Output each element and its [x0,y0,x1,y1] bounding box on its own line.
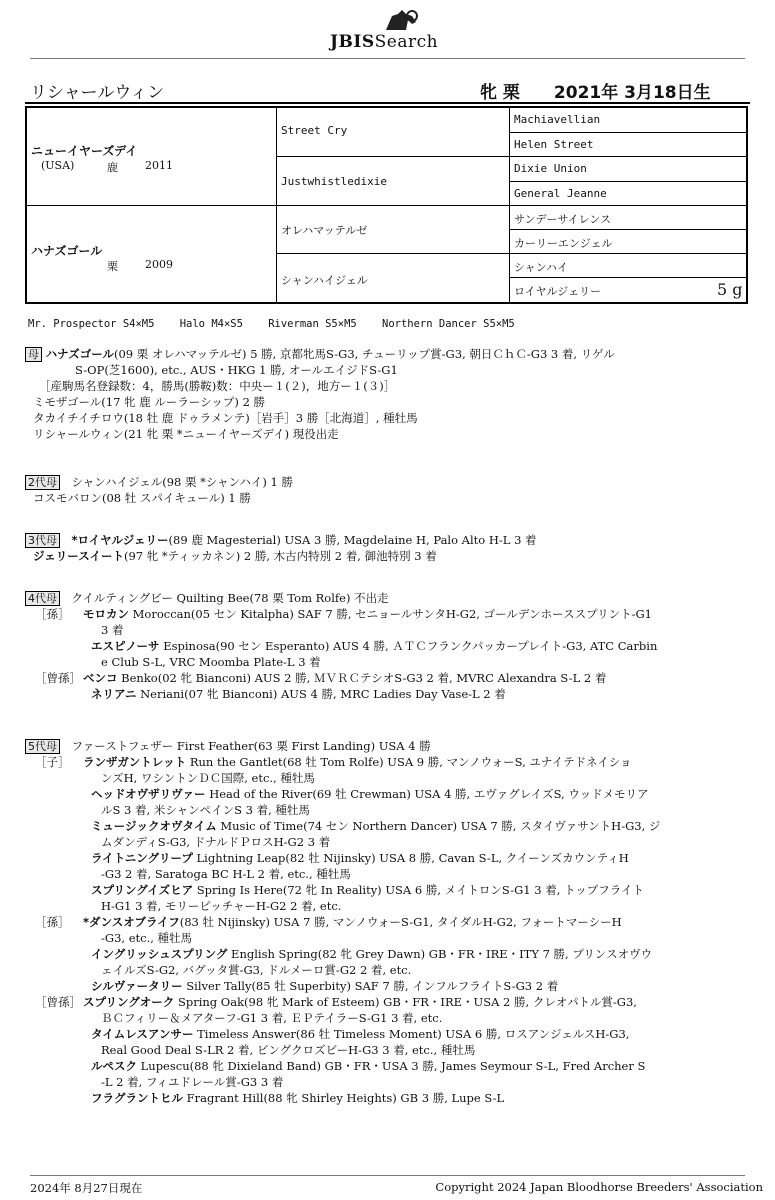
pedigree-table [25,106,748,304]
family-line [25,474,745,490]
family-horse-detail: Fragrant Hill(88 牝 Shirley Heights) GB 3 勝, Lupe S-L [186,1091,505,1105]
family-horse-detail: Run the Gantlet(68 牡 Tom Rolfe) USA 9 勝, マンノウォーS, ユナイテドネイショ [189,755,632,769]
family-horse-detail: (09 栗 オレハマッテルゼ) 5 勝, 京都牝馬S-G3, チューリップ賞-G3, 朝日ＣｈＣ-G3 3 着, リゲル [113,347,615,361]
family-horse-name[interactable]: ルペスク [91,1059,137,1073]
family-line [25,1026,745,1042]
family-horse-name[interactable]: ランザガントレット [83,755,187,769]
family-horse-detail: (89 鹿 Magesterial) USA 3 勝, Magdelaine H, Palo Alto H-L 3 着 [168,533,537,547]
family-horse-name[interactable]: シルヴァータリー [91,979,183,993]
family-horse-detail: Lightning Leap(82 牡 Nijinsky) USA 8 勝, Cavan S-L, クイーンズカウンティH [196,851,629,865]
family-line [25,978,745,994]
pedigree-g3-cell[interactable]: Dixie Union [510,157,746,182]
header-divider [30,58,745,59]
family-horse-name[interactable]: *ロイヤルジェリー [71,533,169,547]
family-line [25,818,745,834]
pedigree-g3-cell[interactable]: Machiavellian [510,108,746,133]
family-line: H-G1 3 着, モリーピッチャーH-G2 2 着, etc. [101,899,342,913]
dam-color: 栗 [107,260,118,273]
family-line [25,754,745,770]
sire-color: 鹿 [107,161,118,174]
family-line: ＢＣフィリー＆メアターフ-G1 3 着, ＥＰテイラーS-G1 3 着, etc. [101,1011,443,1025]
family-line: e Club S-L, VRC Moomba Plate-L 3 着 [101,655,321,669]
family-section-dam [25,346,745,442]
family-line: -L 2 着, フィユドレール賞-G3 3 着 [101,1075,284,1089]
pedigree-g3-cell[interactable]: General Jeanne [510,182,746,206]
family-horse-detail: Silver Tally(85 牡 Superbity) SAF 7 勝, インフルフライトS-G3 2 着 [186,979,559,993]
pedigree-g2-cell[interactable]: オレハマッテルゼ [277,206,510,254]
family-line [25,670,745,686]
family-section-3rd-dam [25,532,745,564]
family-line: -G3 2 着, Saratoga BC H-L 2 着, etc., 種牡馬 [101,867,351,881]
family-line [25,590,745,606]
family-horse-detail: Moroccan(05 セン Kitalpha) SAF 7 勝, セニョールサンタH-G2, ゴールデンホーススプリント-G1 [132,607,652,621]
section-tag: 4代母 [25,591,60,606]
family-horse-name[interactable]: スプリングオーク [83,995,175,1009]
dam-name[interactable]: ハナズゴール [31,244,103,258]
family-horse-name[interactable]: ミュージックオヴタイム [91,819,217,833]
family-horse-name[interactable]: モロカン [83,607,129,621]
horse-meta: 牝 栗 2021年 3月18日生 [480,83,711,103]
pedigree-size: 5 g [717,280,743,299]
family-line [25,914,745,930]
sire-country: (USA) [41,159,75,172]
family-horse-detail: (97 牝 *ティッカネン) 2 勝, 木古内特別 2 着, 御池特別 3 着 [123,549,437,563]
family-line [25,882,745,898]
relation-label: ［孫］ [35,915,70,929]
section-tag: 母 [25,347,42,362]
family-section-2nd-dam [25,474,745,506]
family-horse-name[interactable]: ネリアニ [91,687,137,701]
dam-year: 2009 [145,258,173,271]
pedigree-g3-cell[interactable]: サンデーサイレンス [510,206,746,230]
family-line: ムダンディS-G3, ドナルドＰロスH-G2 3 着 [101,835,331,849]
relation-label: ［孫］ [35,607,70,621]
family-line [25,638,745,654]
family-line [25,738,745,754]
family-horse-detail: Music of Time(74 セン Northern Dancer) USA 7 勝, スタイヴァサントH-G3, ジ [220,819,661,833]
family-line [25,346,745,362]
family-horse-name[interactable]: ヘッドオヴザリヴァー [91,787,206,801]
family-line: S-OP(芝1600), etc., AUS・HKG 1 勝, オールエイジドS-G1 [75,363,398,377]
section-tag: 2代母 [25,475,60,490]
pedigree-g2-cell[interactable]: Street Cry [277,108,510,157]
family-horse-detail: Lupescu(88 牝 Dixieland Band) GB・FR・USA 3 勝, James Seymour S-L, Fred Archer S [140,1059,646,1073]
family-horse-name[interactable]: イングリッシュスプリング [91,947,228,961]
family-horse-name[interactable]: ベンコ [83,671,118,685]
pedigree-g2-cell[interactable]: シャンハイジェル [277,254,510,302]
horse-name: リシャールウィン [30,83,165,103]
family-line: リシャールウィン(21 牝 栗 *ニューイヤーズデイ) 現役出走 [33,427,339,441]
family-line [25,1090,745,1106]
pedigree-g3-cell[interactable]: シャンハイ [510,254,746,278]
family-line: 3 着 [101,623,124,637]
family-horse-name[interactable]: タイムレスアンサー [91,1027,194,1041]
family-line: -G3, etc., 種牡馬 [101,931,193,945]
family-horse-detail: (83 牡 Nijinsky) USA 7 勝, マンノウォーS-G1, タイダルH-G2, フォートマーシーH [179,915,622,929]
family-line: ンズH, ワシントンＤＣ国際, etc., 種牡馬 [101,771,315,785]
relation-label: ［子］ [35,755,70,769]
family-horse-detail: シャンハイジェル(98 栗 *シャンハイ) 1 勝 [71,475,293,489]
family-line: ェイルズS-G2, バグッタ賞-G3, ドルメーロ賞-G2 2 着, etc. [101,963,412,977]
family-horse-name[interactable]: ハナズゴール [45,347,114,361]
pedigree-g3-cell[interactable]: Helen Street [510,133,746,157]
family-horse-detail: Timeless Answer(86 牡 Timeless Moment) USA 6 勝, ロスアンジェルスH-G3, [197,1027,630,1041]
family-horse-detail: Neriani(07 牝 Bianconi) AUS 4 勝, MRC Ladies Day Vase-L 2 着 [140,687,506,701]
relation-label: ［曾孫］ [35,671,81,685]
sire-cell [27,108,277,206]
section-tag: 3代母 [25,533,60,548]
family-horse-name[interactable]: ライトニングリープ [91,851,193,865]
family-line: コスモバロン(08 牡 スパイキュール) 1 勝 [33,491,251,505]
family-horse-name[interactable]: ジェリースイート [33,549,124,563]
family-horse-detail: クイルティングビー Quilting Bee(78 栗 Tom Rolfe) 不出走 [71,591,389,605]
family-horse-name[interactable]: エスピノーサ [91,639,160,653]
pedigree-g2-cell[interactable]: Justwhistledixie [277,157,510,206]
sire-name[interactable]: ニューイヤーズデイ [31,144,138,158]
family-line: ルS 3 着, 米シャンペインS 3 着, 種牡馬 [101,803,310,817]
section-tag: 5代母 [25,739,60,754]
family-line [25,686,745,702]
family-horse-detail: Benko(02 牝 Bianconi) AUS 2 勝, ＭＶＲＣテシオS-G3 2 着, MVRC Alexandra S-L 2 着 [121,671,607,685]
sire-year: 2011 [145,159,173,172]
family-horse-name[interactable]: スプリングイズヒア [91,883,194,897]
footer-copyright: Copyright 2024 Japan Bloodhorse Breeders' Association [435,1180,763,1194]
family-line [25,994,745,1010]
family-horse-detail: Spring Oak(98 牝 Mark of Esteem) GB・FR・IRE・USA 2 勝, クレオパトル賞-G3, [177,995,637,1009]
family-line: タカイチイチロウ(18 牡 鹿 ドゥラメンテ)［岩手］3 勝［北海道］, 種牡馬 [33,411,418,425]
family-horse-name[interactable]: *ダンスオブライフ [83,915,180,929]
family-horse-detail: Espinosa(90 セン Esperanto) AUS 4 勝, ＡＴＣフランクパッカープレイト-G3, ATC Carbin [163,639,658,653]
pedigree-g3-cell[interactable]: カーリーエンジェル [510,230,746,254]
logo-text: JBISSearch [330,32,439,52]
family-section-4th-dam [25,590,745,702]
family-line [25,786,745,802]
family-line [25,532,745,548]
inbreeding-line: Mr. Prospector S4×M5 Halo M4×S5 Riverman S5×M5 Northern Dancer S5×M5 [28,318,515,330]
family-line [25,548,745,564]
family-horse-detail: Head of the River(69 牡 Crewman) USA 4 勝, エヴァグレイズS, ウッドメモリア [209,787,649,801]
family-line: Real Good Deal S-LR 2 着, ビングクロズビーH-G3 3 着, etc., 種牡馬 [101,1043,476,1057]
name-divider [25,102,750,104]
family-line [25,946,745,962]
footer-date: 2024年 8月27日現在 [30,1181,143,1195]
family-line [25,850,745,866]
horse-logo-icon [382,8,422,34]
family-section-5th-dam [25,738,745,1106]
footer-divider [30,1175,745,1176]
pedigree-g3-cell[interactable]: ロイヤルジェリー [514,285,602,298]
family-horse-detail: English Spring(82 牝 Grey Dawn) GB・FR・IRE・ITY 7 勝, プリンスオヴウ [231,947,653,961]
family-horse-detail: ファーストフェザー First Feather(63 栗 First Landing) USA 4 勝 [71,739,431,753]
family-line [25,1058,745,1074]
family-line: ［産駒馬名登録数：4，勝馬(勝鞍)数：中央ー１(２)，地方ー１(３)］ [39,379,396,393]
dam-cell [27,206,277,302]
relation-label: ［曾孫］ [35,995,81,1009]
family-horse-detail: Spring Is Here(72 牝 In Reality) USA 6 勝, メイトロンS-G1 3 着, トップフライト [196,883,644,897]
family-line [25,606,745,622]
family-horse-name[interactable]: フラグラントヒル [91,1091,183,1105]
family-line: ミモザゴール(17 牝 鹿 ルーラーシップ) 2 勝 [33,395,266,409]
jbis-logo[interactable] [320,8,470,54]
